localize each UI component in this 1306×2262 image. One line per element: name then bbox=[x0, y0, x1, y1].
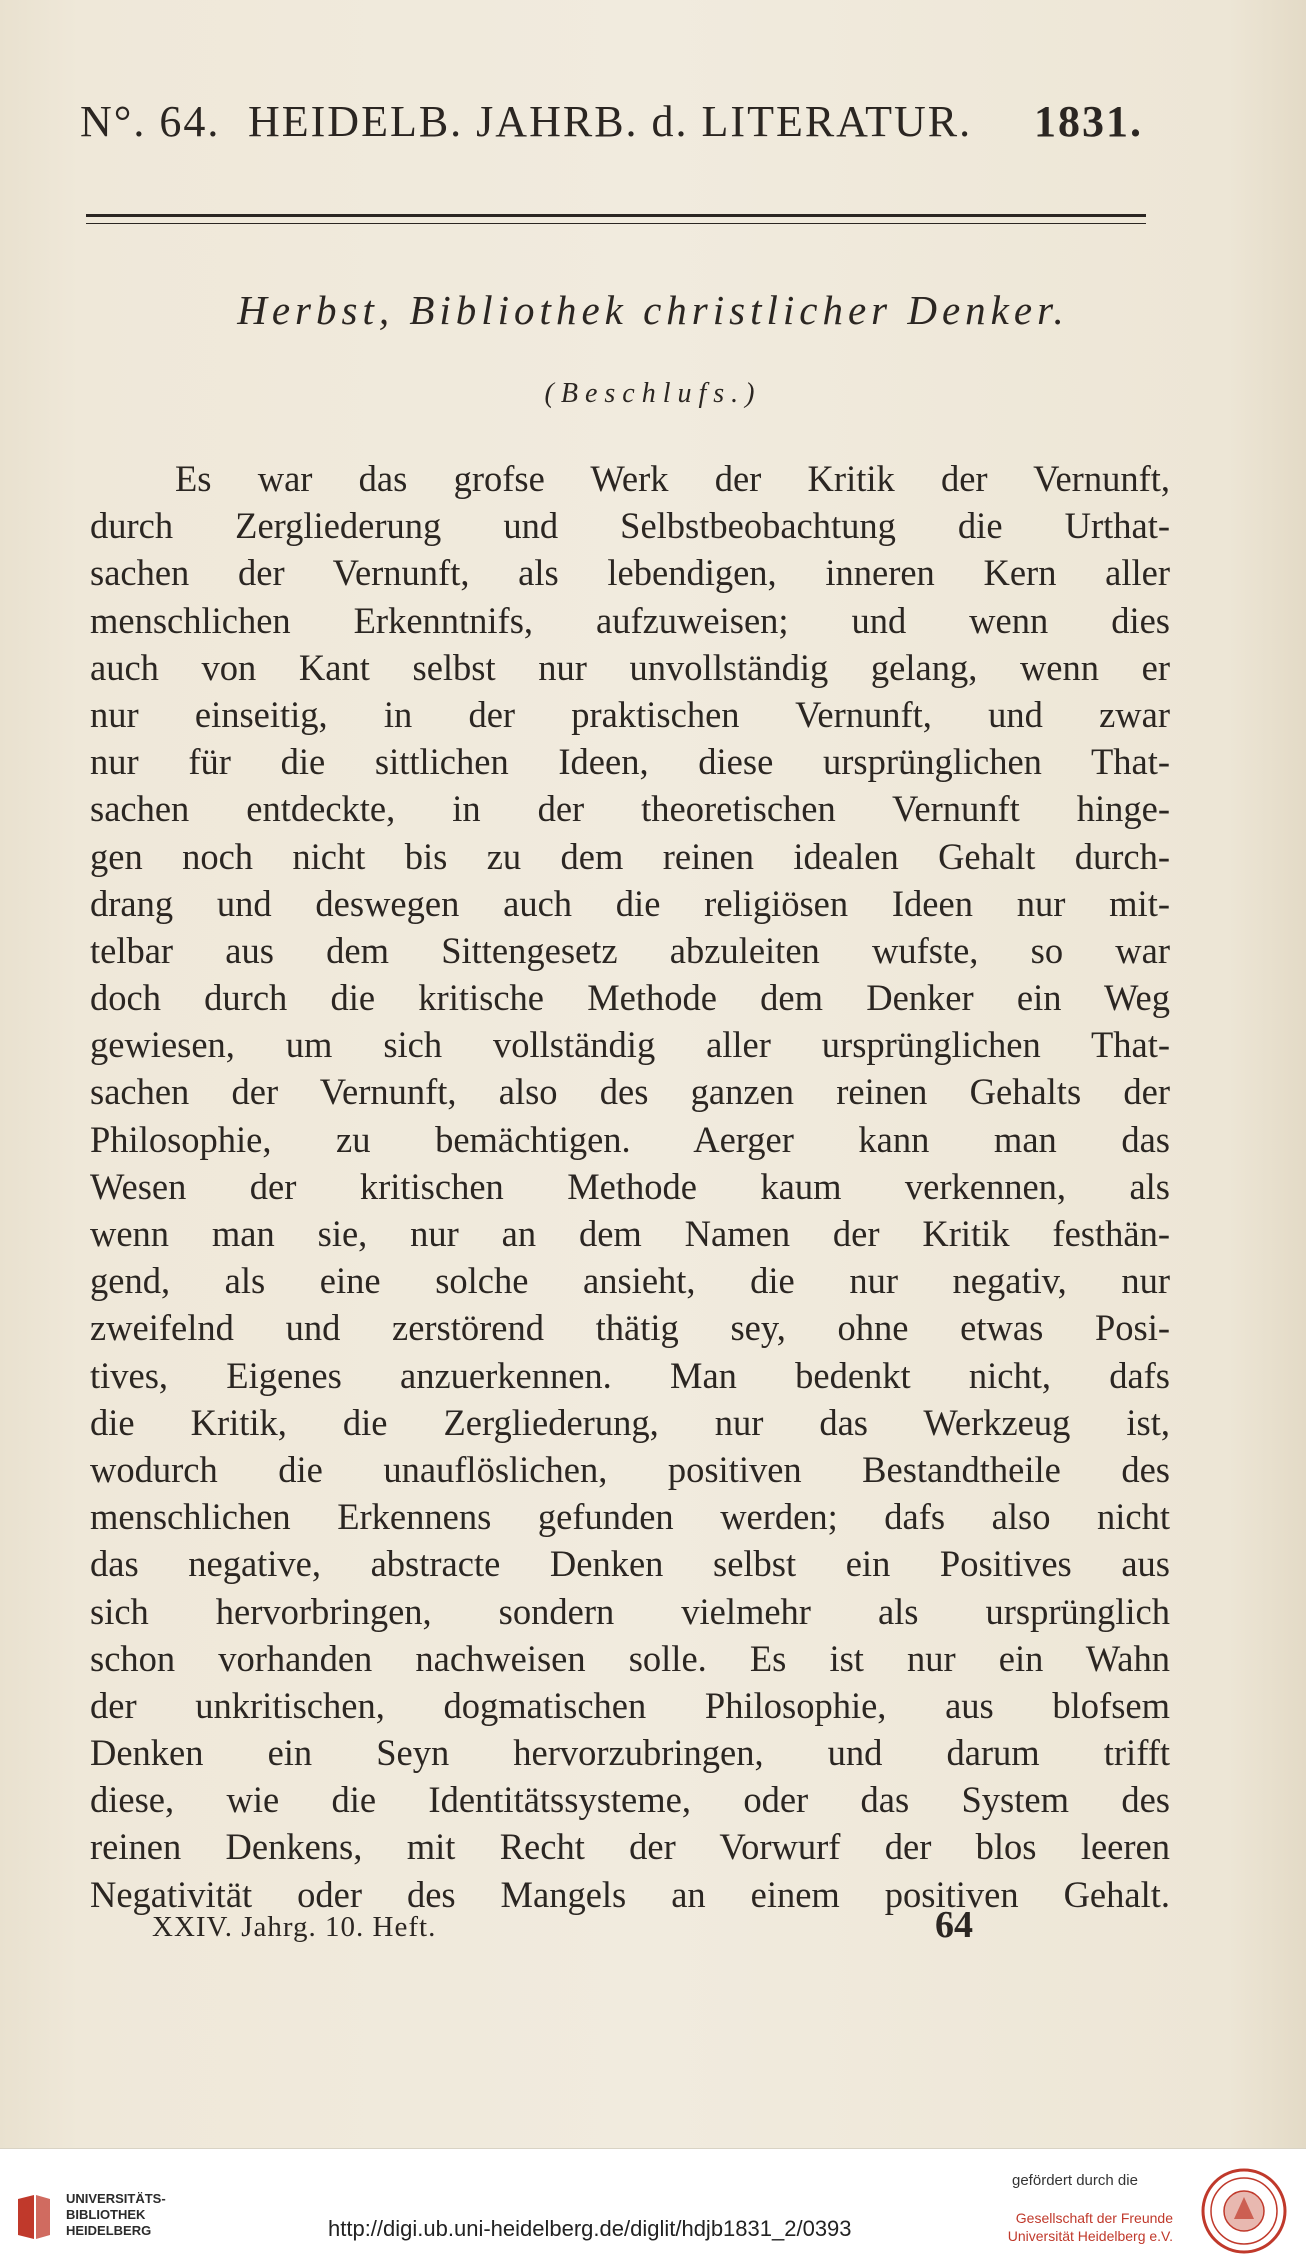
university-seal-icon bbox=[1200, 2167, 1288, 2255]
sponsor-name-line: Gesellschaft der Freunde bbox=[1015, 2210, 1173, 2226]
sponsor-name-line: Universität Heidelberg e.V. bbox=[1007, 2228, 1173, 2244]
sheet-number: 64 bbox=[935, 1904, 973, 1946]
text-line: gend, als eine solche ansieht, die nur negativ, nur bbox=[90, 1260, 1170, 1302]
text-line: doch durch die kritische Methode dem Denker ein Weg bbox=[90, 977, 1170, 1019]
journal-year: 1831. bbox=[1034, 97, 1143, 146]
text-line: Philosophie, zu bemächtigen. Aerger kann man das bbox=[90, 1118, 1170, 1160]
text-line: nur einseitig, in der praktischen Vernunft, und zwar bbox=[90, 693, 1170, 735]
text-line: Wesen der kritischen Methode kaum verkennen, als bbox=[90, 1165, 1170, 1207]
text-line: zweifelnd und zerstörend thätig sey, ohne etwas Posi- bbox=[90, 1307, 1170, 1349]
text-line: diese, wie die Identitätssysteme, oder das System des bbox=[90, 1779, 1170, 1821]
text-line: wodurch die unauflöslichen, positiven Bestandtheile des bbox=[90, 1448, 1170, 1490]
text-line: durch Zergliederung und Selbstbeobachtung die Urthat- bbox=[90, 505, 1170, 547]
text-line: nur für die sittlichen Ideen, diese ursprünglichen That- bbox=[90, 741, 1170, 783]
university-library-logo-icon bbox=[14, 2193, 54, 2241]
article-title: Herbst, Bibliothek christlicher Denker. bbox=[237, 287, 1069, 333]
header-rule-thick bbox=[86, 214, 1146, 217]
library-name bbox=[66, 2191, 166, 2239]
issue-number: N°. 64. bbox=[80, 97, 221, 146]
journal-title: HEIDELB. JAHRB. d. LITERATUR. bbox=[248, 97, 973, 146]
text-line: die Kritik, die Zergliederung, nur das Werkzeug ist, bbox=[90, 1401, 1170, 1443]
text-line: sachen der Vernunft, also des ganzen reinen Gehalts der bbox=[90, 1071, 1170, 1113]
library-name-line: UNIVERSITÄTS- bbox=[66, 2191, 166, 2206]
text-line: Es war das grofse Werk der Kritik der Vernunft, bbox=[175, 458, 1170, 499]
text-line: tives, Eigenes anzuerkennen. Man bedenkt nicht, dafs bbox=[90, 1354, 1170, 1396]
text-line: wenn man sie, nur an dem Namen der Kritik festhän- bbox=[90, 1213, 1170, 1254]
text-line: Negativität oder des Mangels an einem positiven Gehalt. bbox=[90, 1873, 1170, 1915]
text-line: gen noch nicht bis zu dem reinen idealen Gehalt durch- bbox=[90, 835, 1170, 877]
sheet-signature: XXIV. Jahrg. 10. Heft. bbox=[152, 1911, 437, 1943]
text-line: gewiesen, um sich vollständig aller ursprünglichen That- bbox=[90, 1024, 1170, 1066]
running-header bbox=[72, 96, 1152, 156]
sponsor-name bbox=[975, 2209, 1173, 2245]
text-line: das negative, abstracte Denken selbst ein Positives aus bbox=[90, 1543, 1170, 1585]
text-line: schon vorhanden nachweisen solle. Es ist nur ein Wahn bbox=[90, 1637, 1170, 1679]
text-line: telbar aus dem Sittengesetz abzuleiten wufste, so war bbox=[90, 929, 1170, 971]
text-line: menschlichen Erkennens gefunden werden; dafs also nicht bbox=[90, 1496, 1170, 1538]
text-line: sich hervorbringen, sondern vielmehr als ursprünglich bbox=[90, 1590, 1170, 1632]
viewer-footer-bar bbox=[0, 2148, 1306, 2262]
body-text bbox=[90, 455, 1170, 1918]
text-line: drang und deswegen auch die religiösen Ideen nur mit- bbox=[90, 882, 1170, 924]
text-line: Denken ein Seyn hervorzubringen, und darum trifft bbox=[90, 1732, 1170, 1774]
text-line: reinen Denkens, mit Recht der Vorwurf der blos leeren bbox=[90, 1826, 1170, 1868]
text-line: sachen der Vernunft, als lebendigen, inneren Kern aller bbox=[90, 552, 1170, 594]
text-line: menschlichen Erkenntnifs, aufzuweisen; und wenn dies bbox=[90, 599, 1170, 641]
header-rule-thin bbox=[86, 223, 1146, 224]
article-subtitle: (Beschlufs.) bbox=[544, 378, 762, 409]
sponsor-label: gefördert durch die bbox=[1012, 2172, 1138, 2189]
permalink-url[interactable]: http://digi.ub.uni-heidelberg.de/diglit/hdjb1831_2/0393 bbox=[328, 2216, 852, 2241]
text-line: sachen entdeckte, in der theoretischen Vernunft hinge- bbox=[90, 788, 1170, 830]
library-name-line: HEIDELBERG bbox=[66, 2223, 152, 2238]
text-line: auch von Kant selbst nur unvollständig gelang, wenn er bbox=[90, 646, 1170, 688]
library-name-line: BIBLIOTHEK bbox=[66, 2207, 146, 2222]
text-line: der unkritischen, dogmatischen Philosophie, aus blofsem bbox=[90, 1684, 1170, 1726]
